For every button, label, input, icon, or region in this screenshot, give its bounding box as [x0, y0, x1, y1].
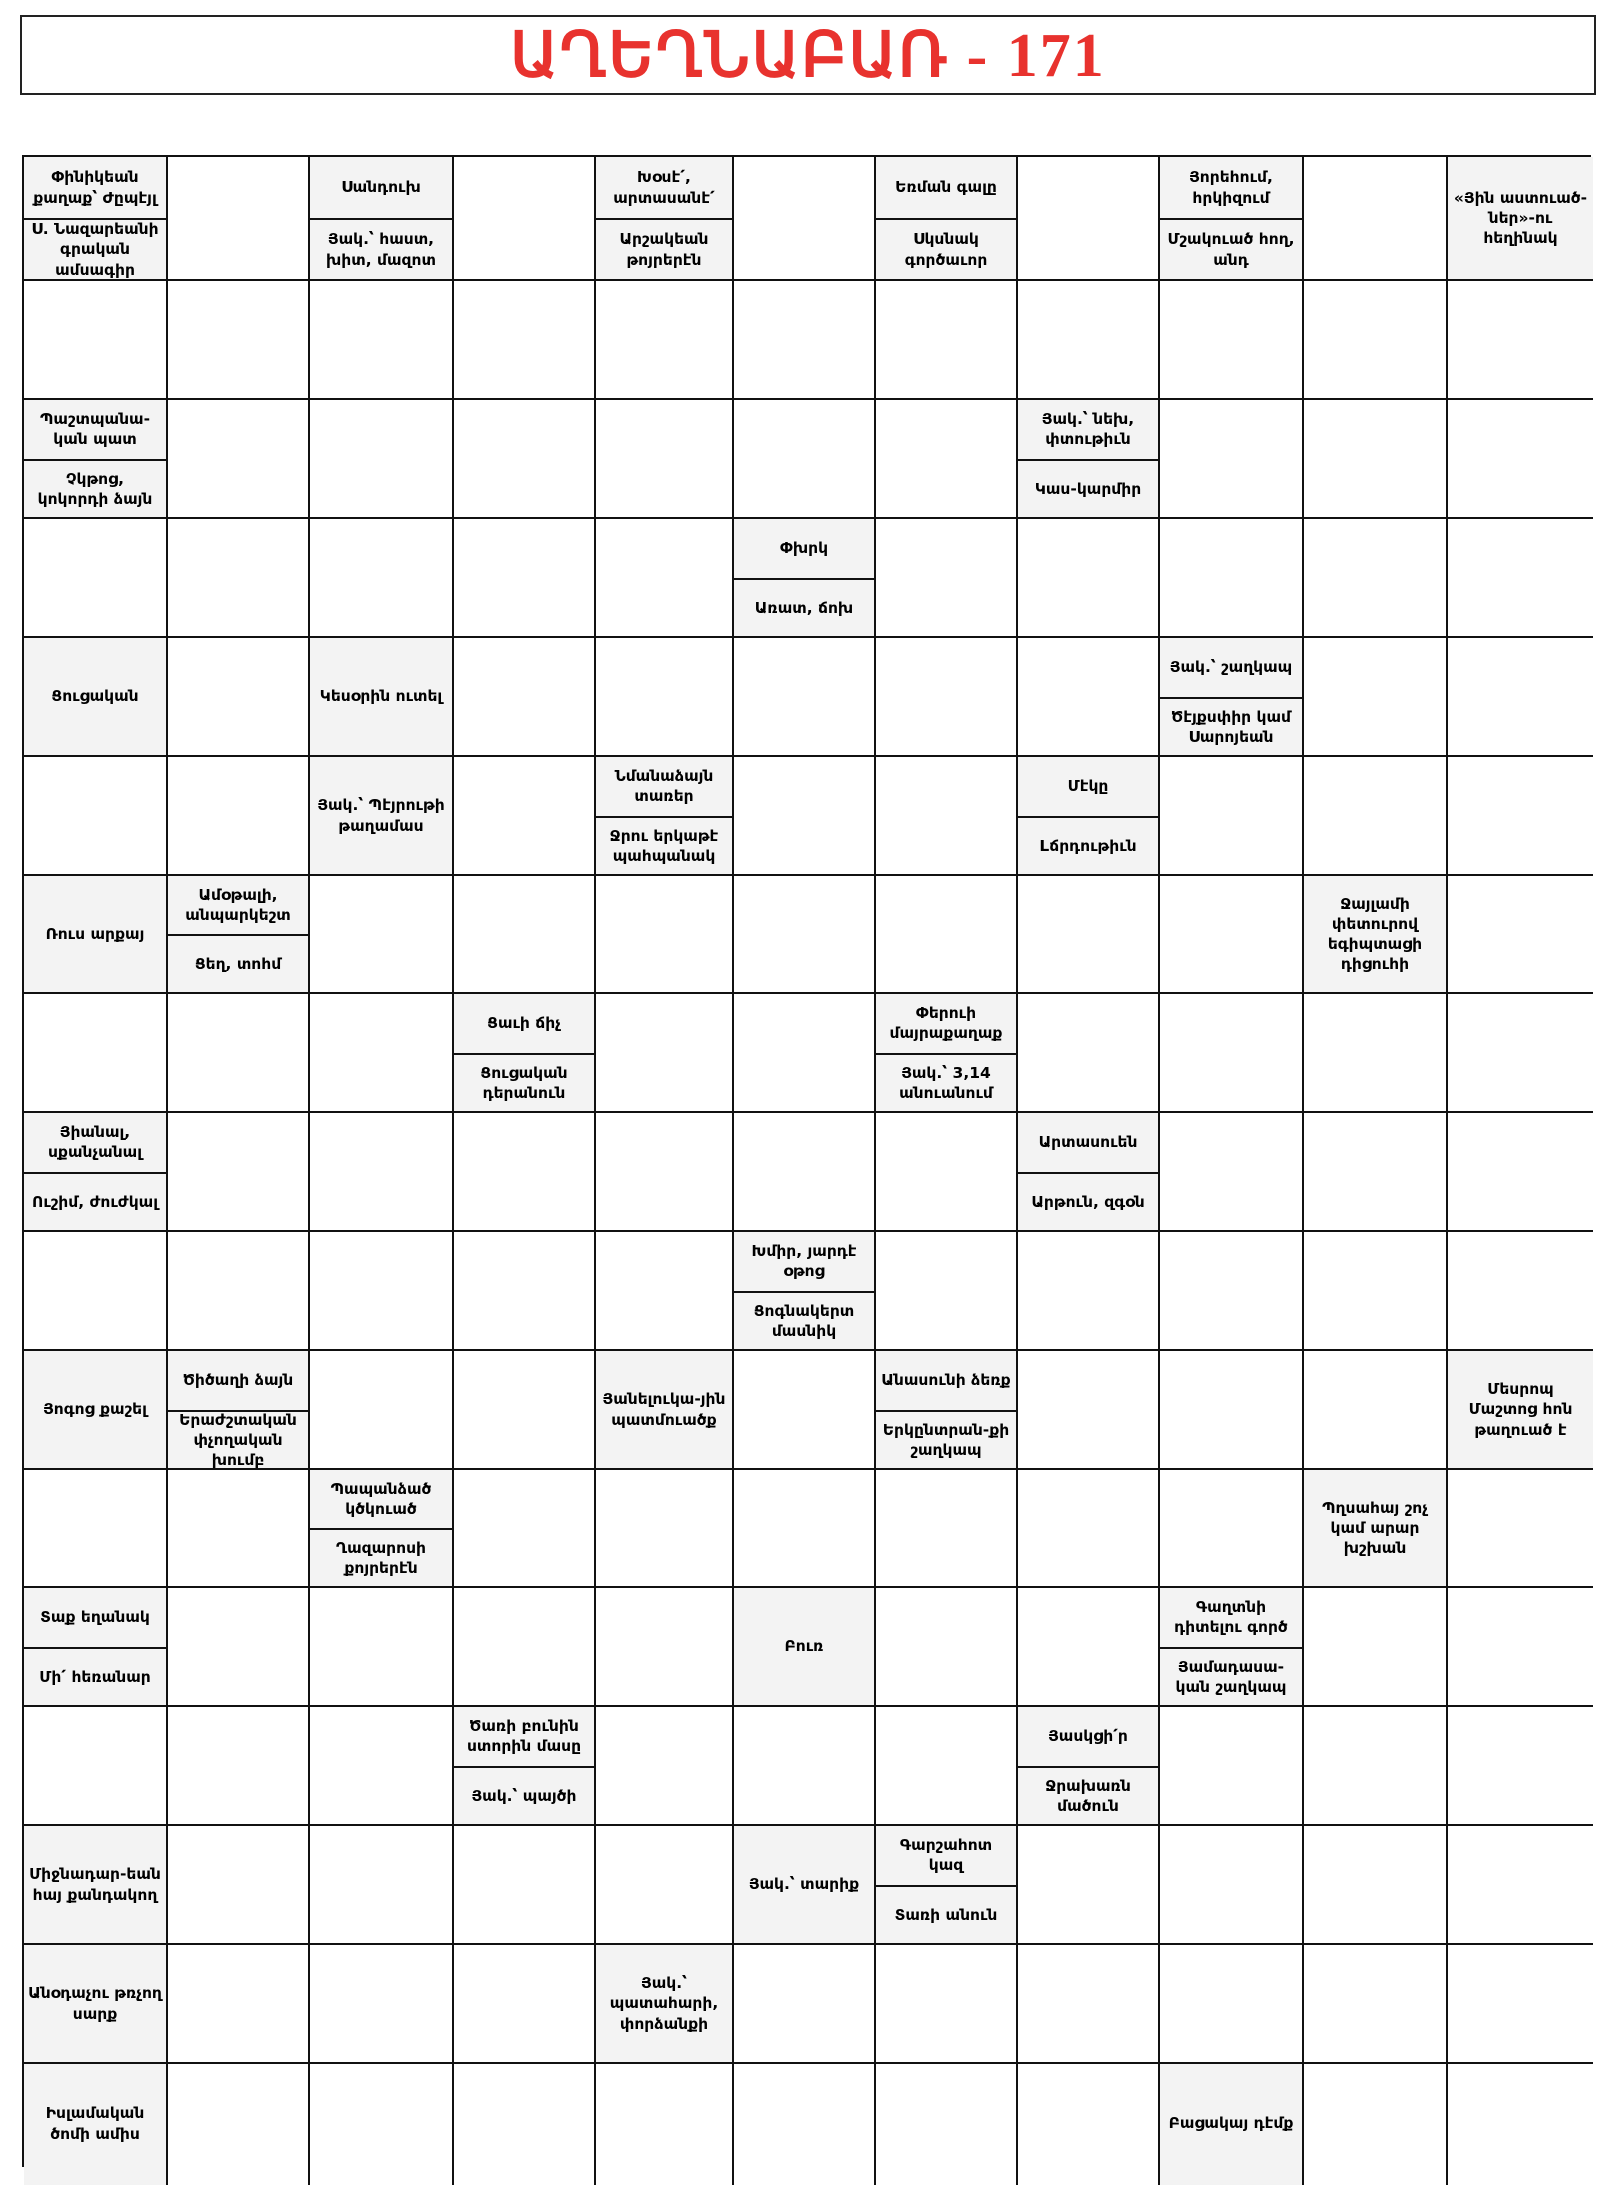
answer-cell[interactable] [454, 1232, 596, 1351]
answer-cell[interactable] [1018, 1826, 1160, 1945]
answer-cell[interactable] [1304, 157, 1448, 281]
clue-text: Յակ.՝ Պէյրութի թաղամաս [317, 796, 445, 835]
answer-cell[interactable] [24, 1707, 168, 1826]
clue-text: Կեսօրին ուտել [319, 687, 443, 706]
answer-cell[interactable] [596, 1588, 734, 1707]
answer-cell[interactable] [1160, 1470, 1304, 1588]
clue-text-top: Գարշահոտ կազ [899, 1836, 993, 1875]
answer-cell[interactable] [168, 638, 310, 757]
clue-cell [876, 1826, 1018, 1945]
answer-cell[interactable] [1304, 1707, 1448, 1826]
clue-text-bottom: Կաս-կարմիր [1034, 479, 1142, 498]
clue-text-top: Եռման գալը [895, 178, 997, 197]
clue-cell [310, 638, 454, 757]
clue-text: «Յին աստուած-ներ»-ու հեղինակ [1453, 188, 1588, 248]
answer-cell[interactable] [734, 400, 876, 519]
answer-cell[interactable] [454, 2064, 596, 2185]
answer-cell[interactable] [1160, 876, 1304, 994]
answer-cell[interactable] [1160, 1945, 1304, 2064]
answer-cell[interactable] [1448, 1113, 1593, 1232]
answer-cell[interactable] [734, 2064, 876, 2185]
answer-cell[interactable] [1160, 757, 1304, 876]
clue-cell [310, 757, 454, 876]
clue-cell [1018, 757, 1160, 876]
answer-cell[interactable] [24, 1232, 168, 1351]
answer-cell[interactable] [596, 2064, 734, 2185]
clue-text-top: Փինիկեան քաղաք՝ Ժըպէյլ [33, 168, 157, 207]
answer-cell[interactable] [310, 2064, 454, 2185]
answer-cell[interactable] [1160, 994, 1304, 1113]
answer-cell[interactable] [1018, 1588, 1160, 1707]
answer-cell[interactable] [1448, 1588, 1593, 1707]
clue-cell [596, 157, 734, 281]
answer-cell[interactable] [1018, 2064, 1160, 2185]
answer-cell[interactable] [24, 757, 168, 876]
clue-cell [1160, 1588, 1304, 1707]
clue-cell [454, 1707, 596, 1826]
answer-cell[interactable] [596, 994, 734, 1113]
answer-cell[interactable] [1448, 519, 1593, 638]
answer-cell[interactable] [168, 1470, 310, 1588]
clue-text-bottom: Չկթոց, կոկորդի ձայն [37, 469, 153, 508]
answer-cell[interactable] [876, 1113, 1018, 1232]
clue-cell [1304, 1470, 1448, 1588]
clue-text-top: Նմանաձայն տառեր [614, 767, 714, 806]
answer-cell[interactable] [24, 1470, 168, 1588]
answer-cell[interactable] [596, 1470, 734, 1588]
answer-cell[interactable] [596, 281, 734, 400]
answer-cell[interactable] [168, 994, 310, 1113]
answer-cell[interactable] [876, 2064, 1018, 2185]
clue-cell [1160, 157, 1304, 281]
answer-cell[interactable] [1160, 1232, 1304, 1351]
answer-cell[interactable] [1304, 2064, 1448, 2185]
clue-text-bottom: Առատ, ճոխ [754, 598, 854, 617]
clue-text-bottom: Երաժշտական փչողական խումբ [179, 1410, 297, 1469]
answer-cell[interactable] [454, 1470, 596, 1588]
clue-text-bottom: Մի՛ հեռանար [39, 1667, 151, 1686]
clue-text: Իսլամական ծոմի ամիս [45, 2104, 145, 2143]
clue-text-top: Յիանալ, սքանչանալ [47, 1123, 143, 1162]
clue-text-top: Յակ.՝ նեխ, փտութիւն [1041, 410, 1135, 449]
answer-cell[interactable] [876, 876, 1018, 994]
answer-cell[interactable] [454, 638, 596, 757]
answer-cell[interactable] [24, 519, 168, 638]
clue-cell [734, 519, 876, 638]
answer-cell[interactable] [454, 876, 596, 994]
answer-cell[interactable] [168, 1945, 310, 2064]
clue-cell [24, 1588, 168, 1707]
clue-text-bottom: Ցուցական դերանուն [480, 1063, 568, 1102]
answer-cell[interactable] [596, 1826, 734, 1945]
answer-cell[interactable] [1160, 1113, 1304, 1232]
clue-cell [1160, 638, 1304, 757]
answer-cell[interactable] [168, 1113, 310, 1232]
clue-text-top: Ցաւի ճիչ [487, 1014, 561, 1033]
clue-cell [596, 1351, 734, 1470]
answer-cell[interactable] [168, 519, 310, 638]
answer-cell[interactable] [1448, 2064, 1593, 2185]
clue-text-bottom: Յամադասա-կան շաղկապ [1175, 1657, 1287, 1696]
clue-text-bottom: Մշակուած հող, անդ [1167, 230, 1295, 269]
clue-text-top: Խմիր, յարդէ օթոց [751, 1242, 857, 1281]
answer-cell[interactable] [454, 1113, 596, 1232]
answer-cell[interactable] [1018, 638, 1160, 757]
crossword-grid [22, 155, 1591, 2167]
answer-cell[interactable] [876, 638, 1018, 757]
answer-cell[interactable] [310, 519, 454, 638]
clue-text-top: Փխրկ [779, 539, 829, 558]
clue-text: Յակ.՝ պատահարի, փորձանքի [609, 1974, 719, 2033]
clue-text-top: Անասունի ձեռք [881, 1371, 1011, 1390]
answer-cell[interactable] [876, 1470, 1018, 1588]
answer-cell[interactable] [310, 400, 454, 519]
answer-cell[interactable] [876, 757, 1018, 876]
clue-cell [24, 638, 168, 757]
clue-text: Բուռ [784, 1637, 824, 1656]
clue-text-top: Ամօթալի, անպարկեշտ [185, 885, 291, 924]
clue-cell [734, 1232, 876, 1351]
clue-text: Ռուս արքայ [45, 924, 145, 943]
clue-cell [168, 876, 310, 994]
answer-cell[interactable] [734, 1945, 876, 2064]
clue-text-top: Արտասուեն [1038, 1133, 1138, 1152]
answer-cell[interactable] [1448, 876, 1593, 994]
clue-cell [24, 876, 168, 994]
clue-text-bottom: Յակ.՝ 3,14 անուանում [899, 1063, 993, 1102]
answer-cell[interactable] [24, 994, 168, 1113]
answer-cell[interactable] [734, 1113, 876, 1232]
clue-text-bottom: Երկընտրան-քի շաղկապ [882, 1420, 1010, 1459]
answer-cell[interactable] [876, 1945, 1018, 2064]
answer-cell[interactable] [454, 1826, 596, 1945]
answer-cell[interactable] [454, 519, 596, 638]
answer-cell[interactable] [1018, 1945, 1160, 2064]
answer-cell[interactable] [1304, 400, 1448, 519]
clue-cell [24, 157, 168, 281]
answer-cell[interactable] [454, 400, 596, 519]
answer-cell[interactable] [734, 281, 876, 400]
answer-cell[interactable] [1304, 1945, 1448, 2064]
answer-cell[interactable] [1160, 1707, 1304, 1826]
clue-cell [596, 1945, 734, 2064]
answer-cell[interactable] [1160, 519, 1304, 638]
answer-cell[interactable] [734, 157, 876, 281]
clue-cell [24, 1113, 168, 1232]
answer-cell[interactable] [310, 1351, 454, 1470]
clue-cell [1018, 1113, 1160, 1232]
clue-text: Պղսահայ շոչ կամ արար խշխան [1322, 1498, 1428, 1558]
answer-cell[interactable] [454, 1588, 596, 1707]
clue-text-top: Սանդուխ [341, 178, 421, 197]
clue-text-top: Ծառի բունին ստորին մասը [466, 1717, 582, 1756]
clue-cell [596, 757, 734, 876]
answer-cell[interactable] [596, 638, 734, 757]
answer-cell[interactable] [1448, 281, 1593, 400]
answer-cell[interactable] [1448, 1232, 1593, 1351]
answer-cell[interactable] [734, 1707, 876, 1826]
answer-cell[interactable] [876, 281, 1018, 400]
answer-cell[interactable] [168, 1232, 310, 1351]
answer-cell[interactable] [1160, 1826, 1304, 1945]
answer-cell[interactable] [168, 2064, 310, 2185]
clue-text-top: Տաք եղանակ [40, 1608, 150, 1627]
answer-cell[interactable] [1160, 1351, 1304, 1470]
clue-text-bottom: Յակ.՝ պայծի [471, 1786, 577, 1805]
clue-text-bottom: Ուշիմ, ժուժկալ [31, 1192, 158, 1211]
clue-cell [1160, 2064, 1304, 2185]
clue-text-bottom: Ջրախառն մածուն [1045, 1776, 1131, 1815]
clue-cell [876, 1351, 1018, 1470]
clue-text-top: Յորեհում, հրկիզում [1189, 168, 1273, 207]
answer-cell[interactable] [734, 1470, 876, 1588]
answer-cell[interactable] [1448, 1945, 1593, 2064]
answer-cell[interactable] [454, 1945, 596, 2064]
answer-cell[interactable] [310, 1232, 454, 1351]
answer-cell[interactable] [310, 1826, 454, 1945]
answer-cell[interactable] [310, 1707, 454, 1826]
answer-cell[interactable] [168, 1826, 310, 1945]
answer-cell[interactable] [168, 157, 310, 281]
answer-cell[interactable] [1448, 638, 1593, 757]
answer-cell[interactable] [310, 1588, 454, 1707]
clue-text-top: Փերուի մայրաքաղաք [889, 1004, 1003, 1043]
answer-cell[interactable] [1304, 1826, 1448, 1945]
answer-cell[interactable] [168, 1588, 310, 1707]
answer-cell[interactable] [1304, 994, 1448, 1113]
clue-cell [1448, 157, 1593, 281]
answer-cell[interactable] [596, 400, 734, 519]
answer-cell[interactable] [596, 1113, 734, 1232]
clue-text-bottom: Ցեղ, տոհմ [194, 954, 282, 973]
answer-cell[interactable] [1018, 1232, 1160, 1351]
page-title: ԱՂԵՂՆԱԲԱՌ - 171 [510, 22, 1106, 90]
clue-text-bottom: Տառի անուն [894, 1905, 998, 1924]
answer-cell[interactable] [310, 876, 454, 994]
answer-cell[interactable] [1448, 757, 1593, 876]
answer-cell[interactable] [596, 1232, 734, 1351]
clue-text-top: Պապանձած կծկուած [330, 1479, 432, 1518]
clue-text: Անօդաչու թռչող սարք [28, 1984, 162, 2023]
answer-cell[interactable] [876, 1232, 1018, 1351]
answer-cell[interactable] [1018, 876, 1160, 994]
clue-cell [24, 400, 168, 519]
title-banner [20, 15, 1596, 95]
answer-cell[interactable] [734, 757, 876, 876]
answer-cell[interactable] [1304, 1232, 1448, 1351]
clue-text-bottom: Արթուն, զգօն [1031, 1192, 1145, 1211]
clue-text: Ջայլամի փետուրով եգիպտացի դիցուհի [1327, 894, 1423, 974]
answer-cell[interactable] [1448, 994, 1593, 1113]
clue-text-top: Ծիծաղի ձայն [182, 1371, 294, 1390]
clue-text-bottom: Ղազարոսի քոյրերէն [336, 1538, 426, 1577]
clue-text-top: Մէկը [1067, 777, 1109, 796]
answer-cell[interactable] [876, 400, 1018, 519]
answer-cell[interactable] [454, 281, 596, 400]
answer-cell[interactable] [1160, 400, 1304, 519]
answer-cell[interactable] [310, 994, 454, 1113]
answer-cell[interactable] [596, 519, 734, 638]
answer-cell[interactable] [1018, 519, 1160, 638]
answer-cell[interactable] [734, 876, 876, 994]
clue-cell [1448, 1351, 1593, 1470]
clue-text: Յոգոց քաշել [43, 1400, 147, 1419]
answer-cell[interactable] [1448, 1707, 1593, 1826]
answer-cell[interactable] [168, 400, 310, 519]
clue-text: Ցուցական [51, 687, 139, 706]
clue-text-bottom: Ծէյքսփիր կամ Սարոյեան [1170, 707, 1291, 746]
answer-cell[interactable] [310, 281, 454, 400]
clue-text-top: Գաղտնի դիտելու գործ [1174, 1598, 1288, 1637]
answer-cell[interactable] [876, 519, 1018, 638]
clue-text: Միջնադար-եան հայ քանդակող [29, 1865, 161, 1904]
clue-text: Մեսրոպ Մաշտոց հոն թաղուած է [1468, 1380, 1573, 1439]
clue-text-bottom: Ցոգնակերտ մասնիկ [753, 1301, 855, 1340]
answer-cell[interactable] [876, 1588, 1018, 1707]
clue-cell [310, 1470, 454, 1588]
clue-cell [734, 1826, 876, 1945]
answer-cell[interactable] [1448, 400, 1593, 519]
clue-cell [1304, 876, 1448, 994]
answer-cell[interactable] [168, 757, 310, 876]
answer-cell[interactable] [1304, 1351, 1448, 1470]
answer-cell[interactable] [1304, 281, 1448, 400]
answer-cell[interactable] [1018, 281, 1160, 400]
clue-text-top: Յակ.՝ շաղկապ [1169, 658, 1293, 677]
clue-cell [310, 157, 454, 281]
answer-cell[interactable] [876, 1707, 1018, 1826]
clue-cell [24, 1826, 168, 1945]
answer-cell[interactable] [454, 1351, 596, 1470]
answer-cell[interactable] [1018, 994, 1160, 1113]
clue-text-top: Խօսէ՛, արտասանէ՛ [613, 168, 715, 207]
clue-cell [876, 157, 1018, 281]
answer-cell[interactable] [310, 1113, 454, 1232]
answer-cell[interactable] [1304, 638, 1448, 757]
answer-cell[interactable] [1018, 157, 1160, 281]
clue-cell [876, 994, 1018, 1113]
answer-cell[interactable] [1304, 757, 1448, 876]
clue-text-bottom: Ջրու երկաթէ պահպանակ [609, 826, 719, 865]
answer-cell[interactable] [1304, 1113, 1448, 1232]
clue-cell [168, 1351, 310, 1470]
clue-cell [24, 1351, 168, 1470]
answer-cell[interactable] [310, 1945, 454, 2064]
answer-cell[interactable] [454, 757, 596, 876]
clue-text-top: Յասկցի՛ր [1048, 1727, 1128, 1746]
clue-cell [24, 1945, 168, 2064]
answer-cell[interactable] [1304, 1588, 1448, 1707]
answer-cell[interactable] [596, 1707, 734, 1826]
clue-text: Յակ.՝ տարիք [748, 1875, 860, 1894]
answer-cell[interactable] [168, 281, 310, 400]
clue-text-bottom: Lճրդութիւն [1039, 836, 1137, 855]
answer-cell[interactable] [24, 281, 168, 400]
answer-cell[interactable] [168, 1707, 310, 1826]
clue-cell [454, 994, 596, 1113]
answer-cell[interactable] [1160, 281, 1304, 400]
answer-cell[interactable] [1448, 1826, 1593, 1945]
answer-cell[interactable] [596, 876, 734, 994]
answer-cell[interactable] [734, 638, 876, 757]
clue-text-top: Պաշտպանա-կան պատ [39, 410, 151, 449]
answer-cell[interactable] [454, 157, 596, 281]
answer-cell[interactable] [1018, 1351, 1160, 1470]
answer-cell[interactable] [734, 994, 876, 1113]
clue-cell [1018, 1707, 1160, 1826]
clue-text-bottom: Արշակեան թոյրերէն [619, 230, 709, 269]
clue-cell [734, 1588, 876, 1707]
answer-cell[interactable] [734, 1351, 876, 1470]
answer-cell[interactable] [1448, 1470, 1593, 1588]
answer-cell[interactable] [1304, 519, 1448, 638]
clue-text-bottom: Սկսնակ գործաւոր [904, 230, 988, 269]
clue-text-bottom: Յակ.՝ հաստ, խիտ, մազոտ [326, 230, 436, 269]
answer-cell[interactable] [1018, 1470, 1160, 1588]
clue-cell [1018, 400, 1160, 519]
clue-text-bottom: Ս. Նազարեանի գրական ամսագիր [31, 220, 159, 279]
clue-text: Բացակայ դէմք [1168, 2114, 1294, 2133]
clue-text: Յանելուկա-յին պատմուածք [602, 1390, 726, 1429]
clue-cell [24, 2064, 168, 2185]
